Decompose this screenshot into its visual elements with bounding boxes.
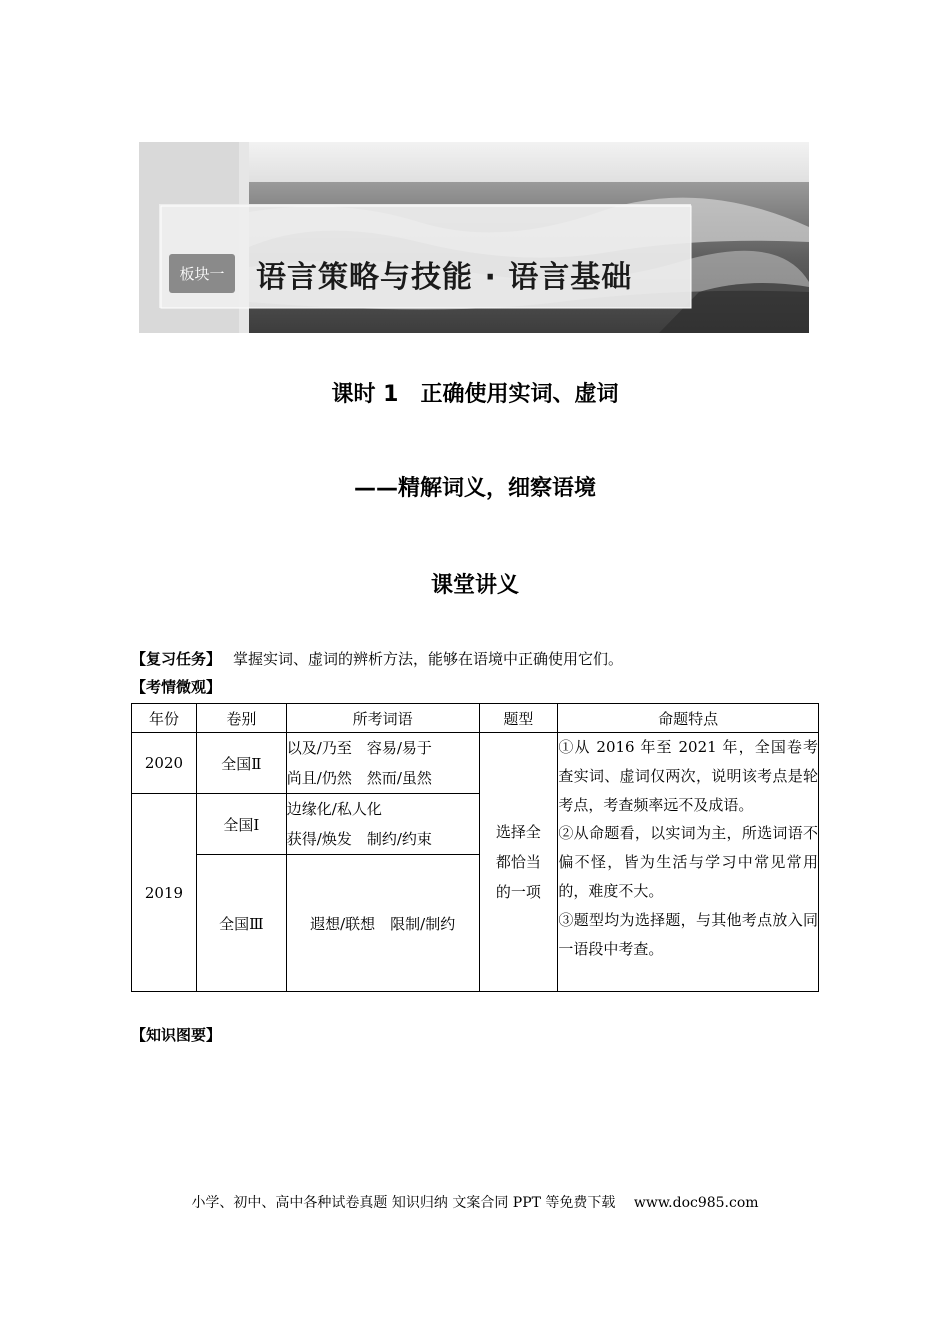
lesson-subtitle: ——精解词义，细察语境 [353,476,596,501]
year-cell: 2020 [132,733,197,794]
word-line: 边缘化/私人化 [286,800,382,818]
paper-cell: 全国Ⅲ [196,855,286,992]
lesson-title: 课时 1 正确使用实词、虚词 [331,382,619,407]
footer-text: 小学、初中、高中各种试卷真题 知识归纳 文案合同 PPT 等免费下载 www.doc985.com [191,1195,759,1211]
exam-view-label: 【考情微观】 [131,678,222,696]
banner-title: 语言策略与技能 · 语言基础 [256,260,633,295]
words-cell [286,794,479,855]
word-line: 遐想/联想 限制/制约 [310,914,456,933]
exam-table [131,703,819,992]
word-line: 尚且/仍然 然而/虽然 [286,769,432,787]
question-type-cell [479,733,558,992]
header-features: 命题特点 [558,704,819,733]
review-task [131,648,623,669]
year-cell: 2019 [132,794,197,992]
feature-item: ①从 2016 年至 2021 年，全国卷考查实词、虚词仅两次，说明该考点是轮考点，考查频率远不及成语。 [558,738,818,814]
table-row [132,733,819,794]
features-cell [558,733,819,992]
review-task-text: 掌握实词、虚词的辨析方法，能够在语境中正确使用它们。 [233,650,624,668]
header-question-type: 题型 [479,704,558,733]
feature-item: ②从命题看，以实词为主，所选词语不偏不怪，皆为生活与学习中常见常用的，难度不大。 [558,824,818,900]
words-cell [286,855,479,992]
header-year: 年份 [132,704,197,733]
banner-tag: 板块一 [169,254,235,293]
words-cell [286,733,479,794]
table-header-row [132,704,819,733]
paper-cell: 全国Ⅰ [196,794,286,855]
word-line: 获得/焕发 制约/约束 [286,830,432,848]
question-type-line: 的一项 [495,883,541,901]
banner-image [139,142,809,333]
knowledge-map-label: 【知识图要】 [131,1026,222,1044]
feature-item: ③题型均为选择题，与其他考点放入同一语段中考查。 [558,910,818,958]
word-line: 以及/乃至 容易/易于 [286,739,432,757]
paper-cell: 全国Ⅱ [196,733,286,794]
header-words: 所考词语 [286,704,479,733]
review-task-label: 【复习任务】 [131,650,222,668]
question-type-line: 都恰当 [495,853,541,871]
question-type-line: 选择全 [495,823,541,841]
section-title: 课堂讲义 [430,573,519,598]
header-paper: 卷别 [196,704,286,733]
